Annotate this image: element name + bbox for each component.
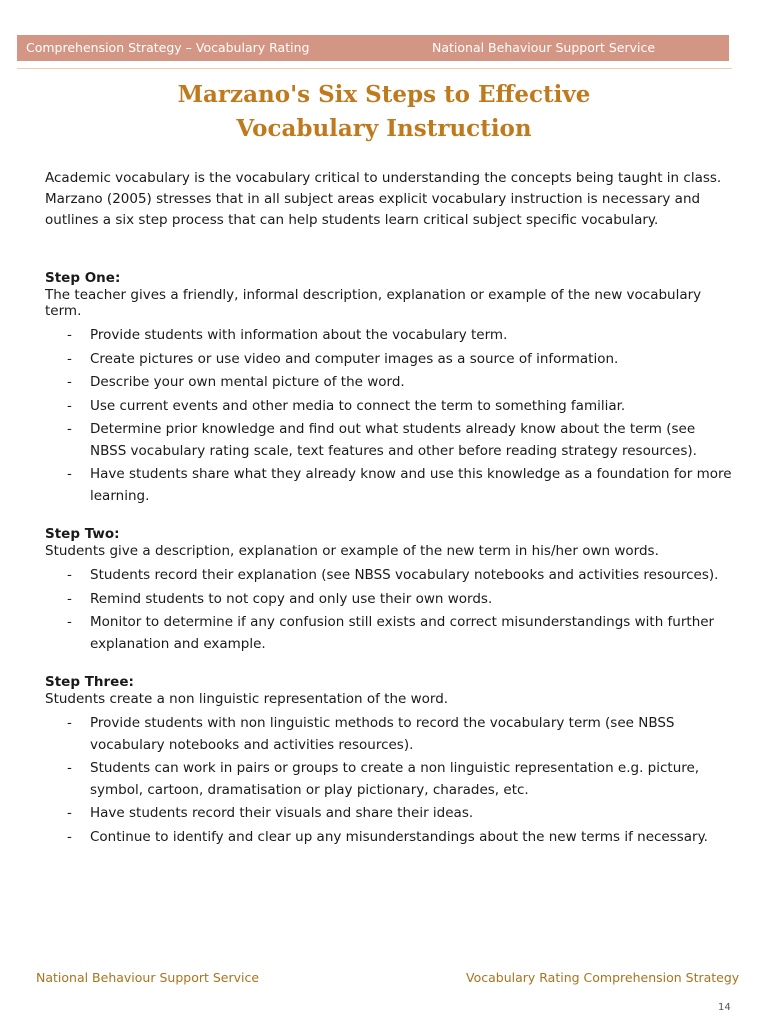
bullet-text: Remind students to not copy and only use their own words.	[90, 590, 493, 607]
bullet-marker: -	[67, 374, 72, 390]
bullet-text: Determine prior knowledge and find out what students already know about the term (see NBSS vocabulary rating scale, text features and other before reading strategy resources).	[90, 421, 697, 459]
list-item	[45, 758, 735, 801]
bullet-marker: -	[67, 805, 72, 821]
step-heading: Step Two:	[45, 526, 120, 542]
bullet-marker: -	[67, 567, 72, 583]
bullet-text: Monitor to determine if any confusion still exists and correct misunderstandings with further explanation and example.	[90, 614, 715, 652]
step-three-section	[45, 673, 735, 848]
title-line-2: Vocabulary Instruction	[236, 115, 532, 142]
header-bar	[17, 35, 729, 61]
bullet-text: Continue to identify and clear up any misunderstandings about the new terms if necessary.	[90, 828, 708, 845]
bullet-marker: -	[67, 466, 72, 482]
footer-right-text: Vocabulary Rating Comprehension Strategy	[466, 970, 740, 985]
list-item	[45, 589, 735, 611]
bullet-marker: -	[67, 350, 72, 367]
bullet-marker: -	[67, 590, 72, 607]
step-description: The teacher gives a friendly, informal description, explanation or example of the new vocabulary term.	[45, 287, 702, 319]
list-item	[45, 396, 735, 418]
bullet-text: Create pictures or use video and computer images as a source of information.	[90, 350, 619, 367]
step-heading: Step One:	[45, 270, 121, 286]
list-item	[45, 349, 735, 371]
bullet-text: Use current events and other media to connect the term to something familiar.	[90, 397, 626, 414]
list-item	[45, 419, 735, 462]
list-item	[45, 464, 735, 507]
page-title	[0, 78, 768, 146]
intro-paragraph: Academic vocabulary is the vocabulary critical to understanding the concepts being taught in class. Marzano (2005) stresses that in all subject areas explicit vocabulary instruction is necessary and outlines a six step process that can help students learn critical subject specific vocabulary.	[45, 170, 722, 228]
step-description: Students create a non linguistic representation of the word.	[45, 691, 449, 707]
list-item	[45, 372, 735, 394]
step-one-section	[45, 269, 735, 507]
list-item	[45, 827, 735, 849]
step-description: Students give a description, explanation or example of the new term in his/her own words.	[45, 543, 659, 559]
bullet-marker: -	[67, 614, 72, 630]
bullet-text: Have students share what they already know and use this knowledge as a foundation for more learning.	[90, 466, 732, 504]
list-item	[45, 713, 735, 756]
step-heading: Step Three:	[45, 674, 134, 690]
header-divider	[17, 68, 732, 69]
bullet-text: Students can work in pairs or groups to create a non linguistic representation e.g. picture, symbol, cartoon, dramatisation or play pictionary, charades, etc.	[90, 760, 700, 798]
bullet-marker: -	[67, 397, 72, 414]
bullet-text: Students record their explanation (see NBSS vocabulary notebooks and activities resources).	[90, 567, 719, 583]
document-body	[45, 168, 735, 866]
list-item	[45, 612, 735, 655]
bullet-marker: -	[67, 760, 72, 776]
bullet-marker: -	[67, 828, 72, 845]
list-item	[45, 565, 735, 587]
header-right-text: National Behaviour Support Service	[432, 40, 656, 55]
bullet-marker: -	[67, 715, 72, 731]
step-bullet-list	[45, 565, 735, 655]
list-item	[45, 325, 735, 347]
bullet-text: Provide students with non linguistic methods to record the vocabulary term (see NBSS vocabulary notebooks and activities resources).	[90, 715, 675, 753]
bullet-text: Describe your own mental picture of the word.	[90, 374, 405, 390]
list-item	[45, 803, 735, 825]
title-line-1: Marzano's Six Steps to Effective	[177, 81, 591, 108]
bullet-marker: -	[67, 421, 72, 437]
step-bullet-list	[45, 713, 735, 848]
page-number: 14	[718, 1002, 731, 1013]
step-two-section	[45, 525, 735, 655]
step-bullet-list	[45, 325, 735, 507]
bullet-text: Provide students with information about the vocabulary term.	[90, 327, 508, 343]
footer-left-text: National Behaviour Support Service	[36, 970, 260, 985]
header-left-text: Comprehension Strategy – Vocabulary Rating	[26, 40, 310, 55]
bullet-text: Have students record their visuals and share their ideas.	[90, 805, 474, 821]
bullet-marker: -	[67, 327, 72, 343]
